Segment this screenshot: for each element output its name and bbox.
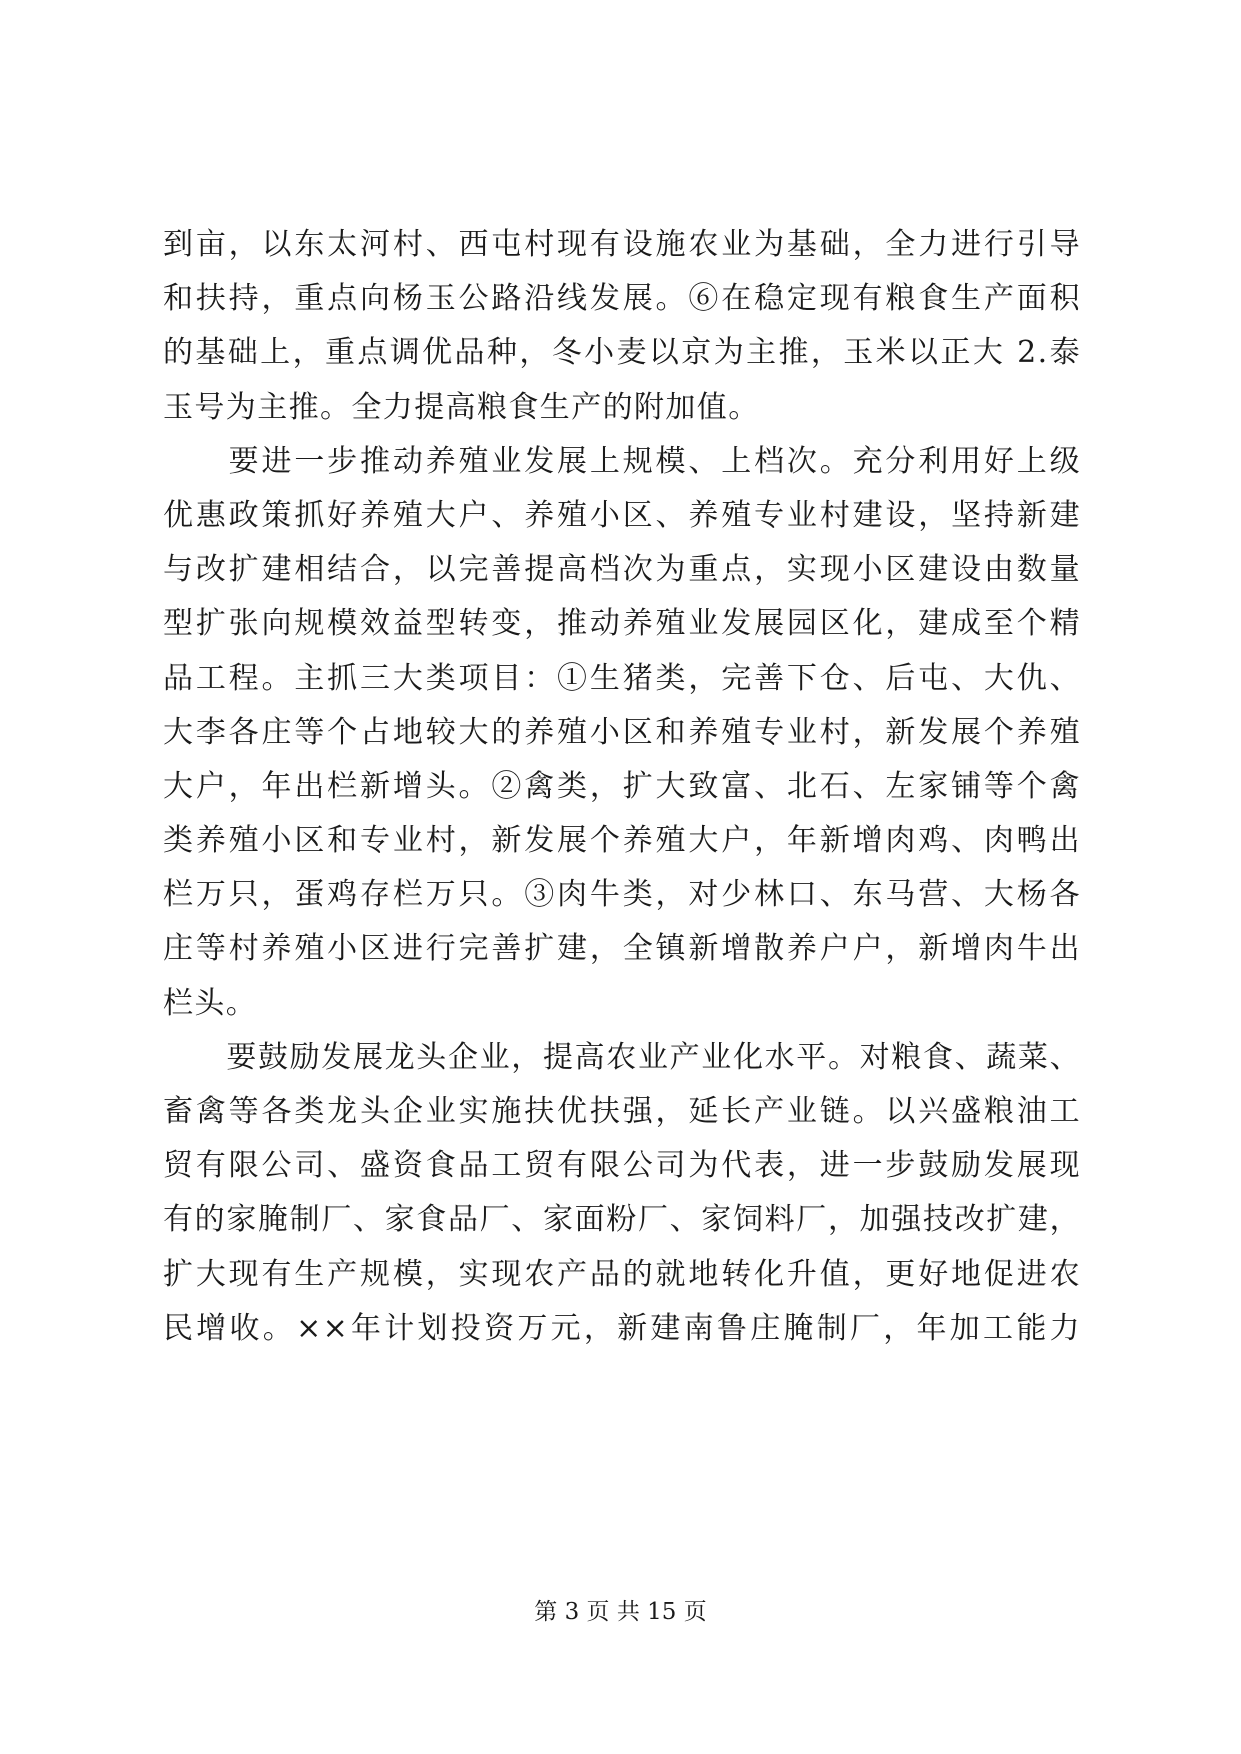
text-line: 畜禽等各类龙头企业实施扶优扶强，延长产业链。以兴盛粮油工: [163, 1094, 1081, 1129]
page-number-footer: 第 3 页 共 15 页: [534, 1599, 707, 1625]
text-line: 品工程。主抓三大类项目：①生猪类，完善下仓、后屯、大仇、: [163, 660, 1081, 696]
text-line: 类养殖小区和专业村，新发展个养殖大户，年新增肉鸡、肉鸭出: [163, 823, 1081, 859]
text-line: 要鼓励发展龙头企业，提高农业产业化水平。对粮食、蔬菜、: [163, 1039, 1081, 1075]
text-line: 庄等村养殖小区进行完善扩建，全镇新增散养户户，新增肉牛出: [163, 931, 1081, 967]
text-line: 大李各庄等个占地较大的养殖小区和养殖专业村，新发展个养殖: [163, 714, 1081, 750]
text-line: 玉号为主推。全力提高粮食生产的附加值。: [163, 389, 760, 425]
text-line: 扩大现有生产规模，实现农产品的就地转化升值，更好地促进农: [163, 1256, 1081, 1292]
text-line: 的基础上，重点调优品种，冬小麦以京为主推，玉米以正大 2.泰: [163, 335, 1081, 371]
text-line: 有的家腌制厂、家食品厂、家面粉厂、家饲料厂，加强技改扩建，: [163, 1202, 1081, 1238]
text-line: 优惠政策抓好养殖大户、养殖小区、养殖专业村建设，坚持新建: [163, 497, 1081, 533]
text-line: 型扩张向规模效益型转变，推动养殖业发展园区化，建成至个精: [163, 606, 1081, 642]
text-line: 要进一步推动养殖业发展上规模、上档次。充分利用好上级: [163, 443, 1081, 479]
text-line: 栏头。: [163, 985, 258, 1021]
text-line: 民增收。××年计划投资万元，新建南鲁庄腌制厂，年加工能力: [163, 1310, 1081, 1346]
text-line: 到亩，以东太河村、西屯村现有设施农业为基础，全力进行引导: [163, 227, 1081, 262]
document-body: [163, 218, 1081, 1356]
text-line: 与改扩建相结合，以完善提高档次为重点，实现小区建设由数量: [163, 552, 1081, 588]
text-line: 贸有限公司、盛资食品工贸有限公司为代表，进一步鼓励发展现: [163, 1148, 1081, 1184]
text-line: 栏万只，蛋鸡存栏万只。③肉牛类，对少林口、东马营、大杨各: [163, 877, 1081, 913]
text-line: 大户，年出栏新增头。②禽类，扩大致富、北石、左家铺等个禽: [163, 768, 1081, 804]
text-line: 和扶持，重点向杨玉公路沿线发展。⑥在稳定现有粮食生产面积: [163, 281, 1081, 317]
